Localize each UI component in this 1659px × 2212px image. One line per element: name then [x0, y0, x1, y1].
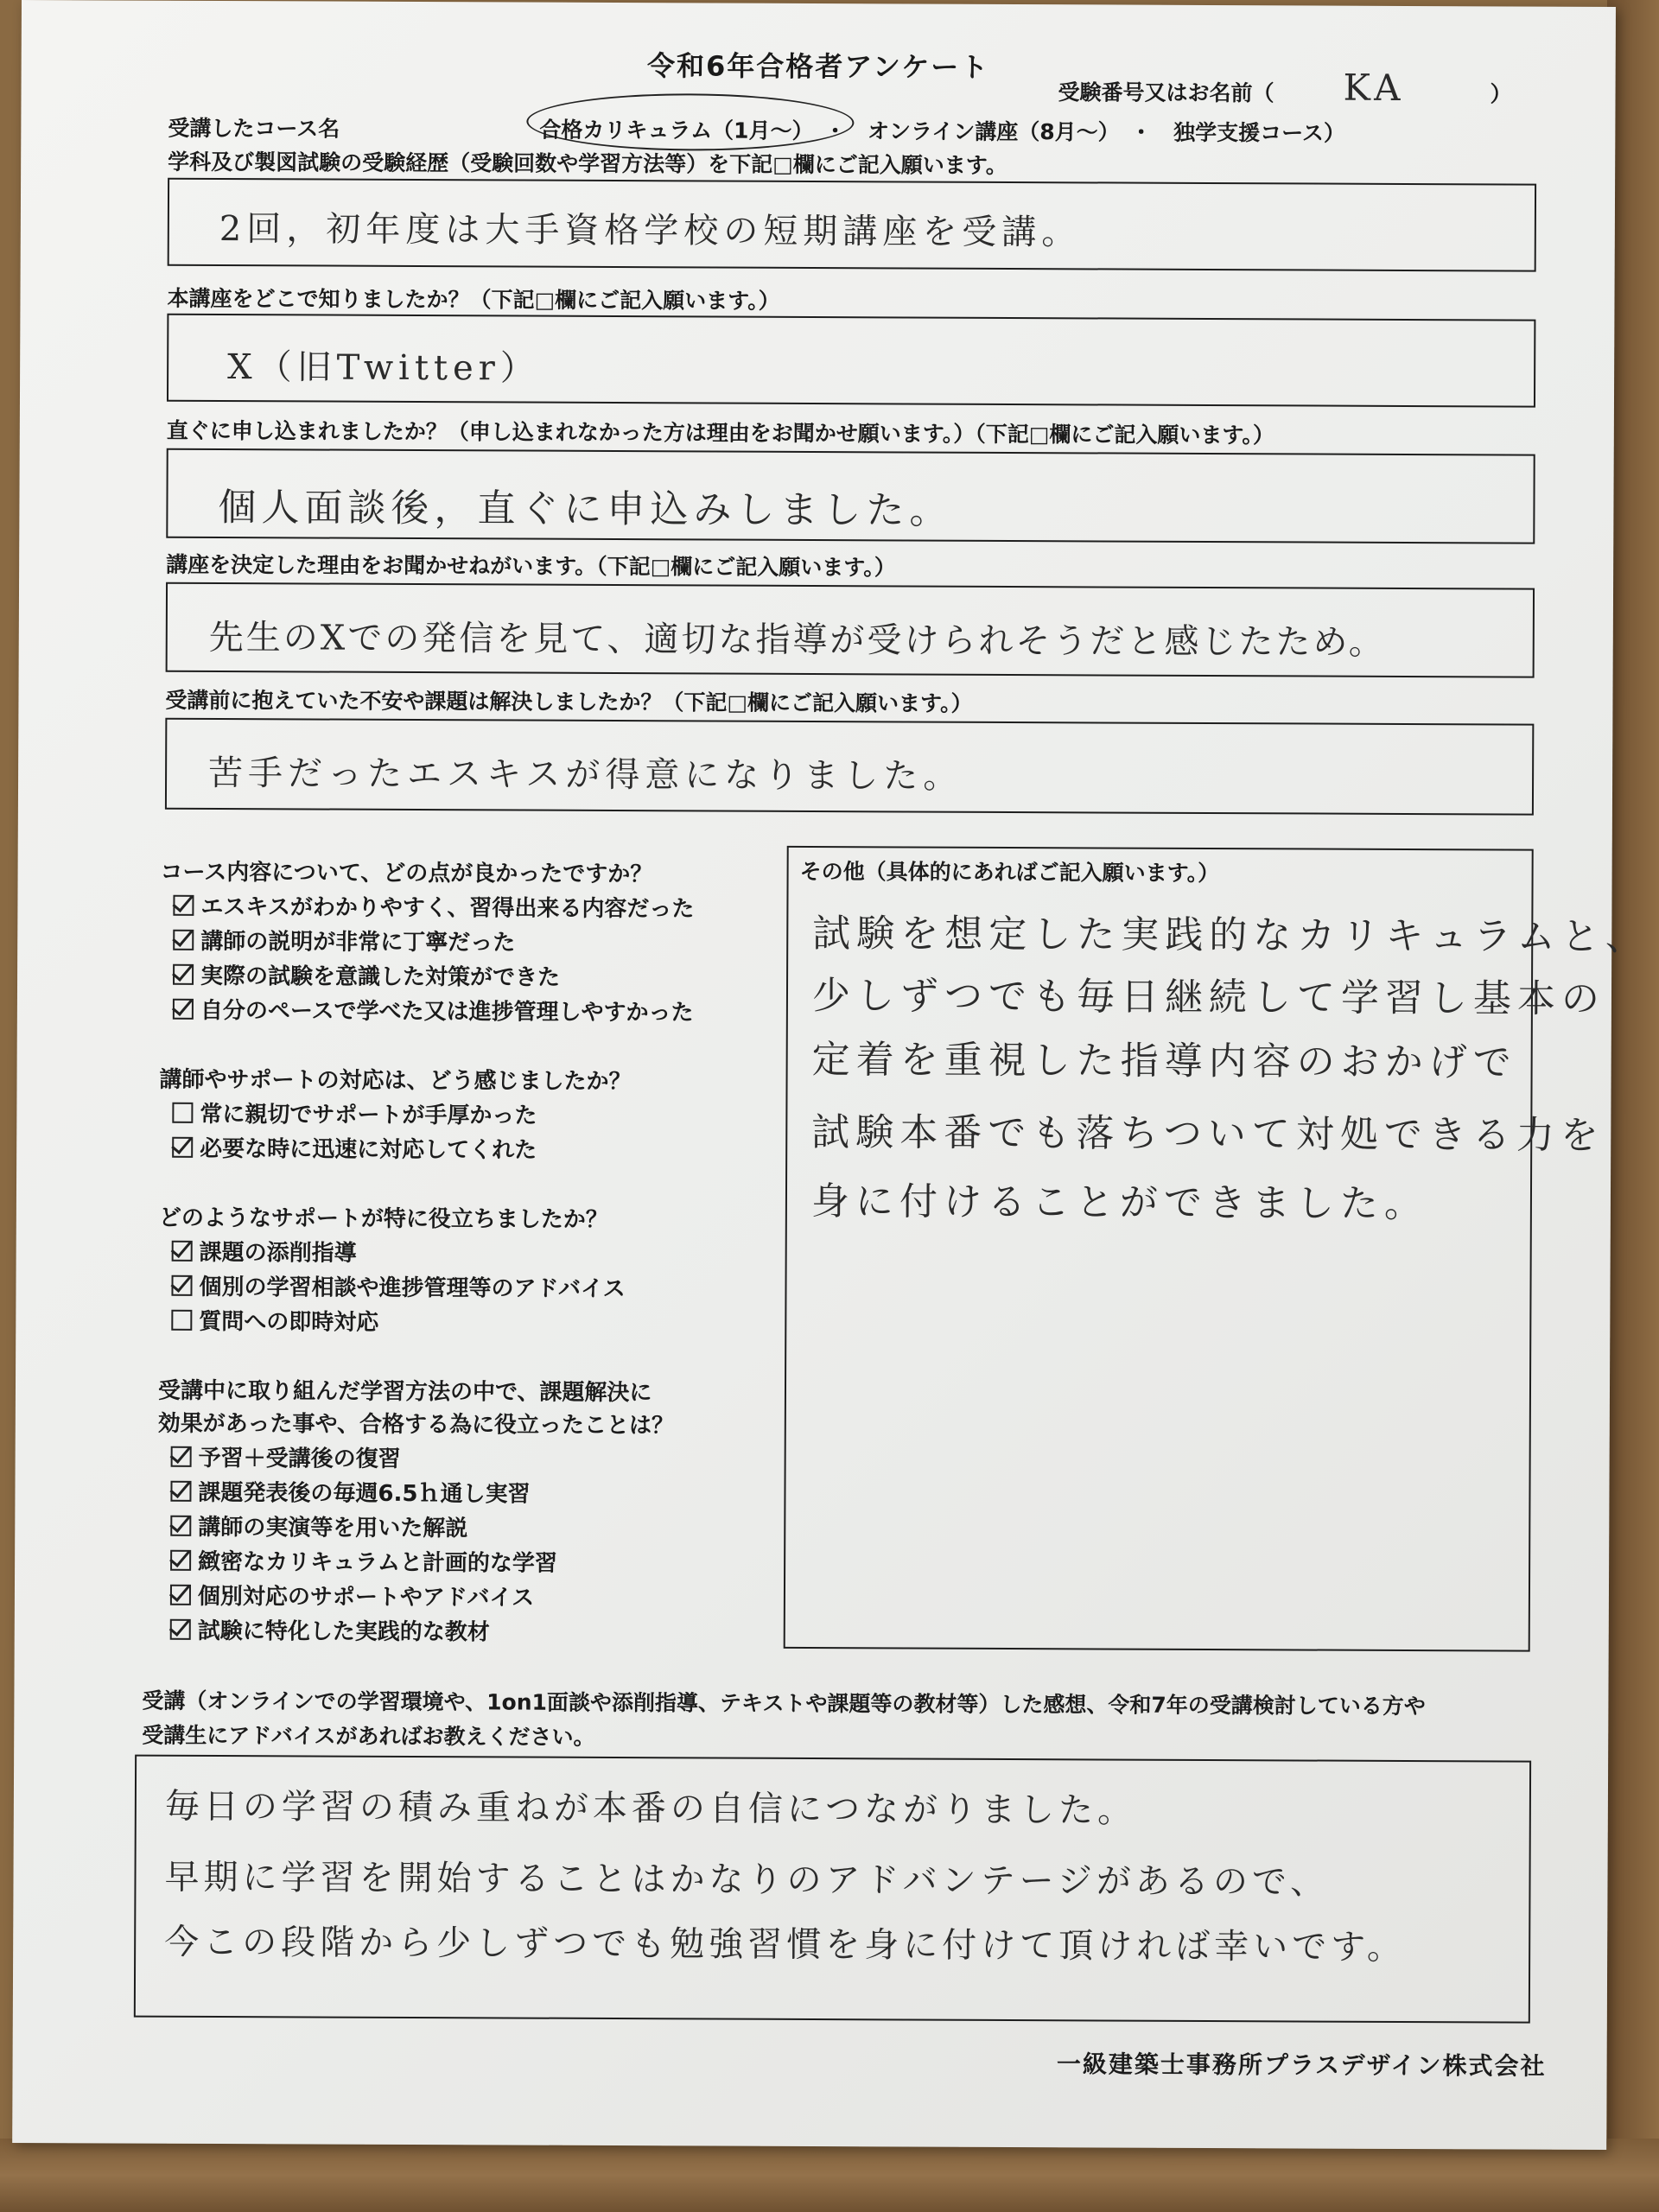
- checkbox-unchecked-icon[interactable]: [172, 1102, 193, 1122]
- checkbox-checked-icon[interactable]: [170, 1515, 191, 1535]
- q2-answer: X（旧Twitter）: [227, 347, 540, 389]
- checkbox-checked-icon[interactable]: [173, 998, 194, 1019]
- checkbox-checked-icon[interactable]: [173, 929, 194, 950]
- checkbox-label: 個別対応のサポートやアドバイス: [197, 1583, 535, 1611]
- name-close-paren: ）: [1490, 81, 1512, 107]
- checkbox-item[interactable]: [171, 1304, 378, 1337]
- checkbox-item[interactable]: [172, 1235, 357, 1268]
- checkbox-checked-icon[interactable]: [170, 1480, 191, 1501]
- checkbox-label: 実際の試験を意識した対策ができた: [200, 963, 561, 991]
- name-value: KA: [1343, 66, 1406, 109]
- q4-label: 講座を決定した理由をお聞かせねがいます。（下記□欄にご記入願います。）: [166, 551, 896, 581]
- other-line: 試験本番でも落ちついて対処できる力を: [811, 1110, 1605, 1159]
- section-support-title: 講師やサポートの対応は、どう感じましたか？: [159, 1066, 632, 1096]
- other-line: 定着を重視した指導内容のおかげで: [811, 1038, 1517, 1085]
- checkbox-label: 常に親切でサポートが手厚かった: [200, 1101, 537, 1129]
- checkbox-item[interactable]: [170, 1475, 530, 1509]
- checkbox-checked-icon[interactable]: [172, 1240, 193, 1261]
- final-label-line2: 受講生にアドバイスがあればお教えください。: [142, 1722, 595, 1750]
- q1-label: 学科及び製図試験の受験経歴（受験回数や学習方法等）を下記□欄にご記入願います。: [168, 149, 1007, 178]
- checkbox-label: 試験に特化した実践的な教材: [197, 1618, 490, 1646]
- checkbox-label: エスキスがわかりやすく、習得出来る内容だった: [200, 893, 695, 923]
- other-title: その他（具体的にあればご記入願います。）: [799, 858, 1220, 887]
- final-line: 今この段階から少しずつでも勉強習慣を身に付けて頂ければ幸いです。: [164, 1922, 1407, 1968]
- wood-table-bottom: [0, 2139, 1659, 2212]
- final-label-line1: 受講（オンラインでの学習環境や、1on1面談や添削指導、テキストや課題等の教材等）した感想、令和7年の受講検討している方や: [142, 1688, 1426, 1719]
- q5-answer: 苦手だったエスキスが得意になりました。: [207, 753, 963, 797]
- checkbox-item[interactable]: [170, 1544, 557, 1578]
- course-label: 受講したコース名: [168, 115, 340, 142]
- checkbox-checked-icon[interactable]: [173, 963, 194, 984]
- name-label: 受験番号又はお名前（: [1058, 79, 1274, 106]
- section-study-method-title: 受講中に取り組んだ学習方法の中で、課題解決に: [157, 1377, 652, 1407]
- checkbox-item[interactable]: [173, 924, 515, 957]
- q1-answer: 2回，初年度は大手資格学校の短期講座を受講。: [219, 209, 1082, 253]
- checkbox-item[interactable]: [170, 1579, 534, 1612]
- checkbox-label: 緻密なカリキュラムと計画的な学習: [198, 1548, 557, 1577]
- other-line: 試験を想定した実践的なカリキュラムと、: [812, 912, 1649, 960]
- checkbox-label: 個別の学習相談や進捗管理等のアドバイス: [199, 1274, 626, 1303]
- checkbox-checked-icon[interactable]: [172, 1136, 193, 1157]
- checkbox-unchecked-icon[interactable]: [171, 1309, 192, 1330]
- course-options: 合格カリキュラム（1月～） ・ オンライン講座（8月～） ・ 独学支援コース）: [539, 117, 1345, 146]
- final-line: 早期に学習を開始することはかなりのアドバンテージがあるので、: [164, 1857, 1330, 1903]
- wood-table-right: [1607, 0, 1659, 2212]
- checkbox-label: 課題発表後の毎週6.5ｈ通し実習: [198, 1479, 531, 1508]
- checkbox-label: 必要な時に迅速に対応してくれた: [200, 1135, 537, 1164]
- checkbox-item[interactable]: [170, 1613, 490, 1647]
- checkbox-checked-icon[interactable]: [173, 894, 194, 915]
- q4-answer: 先生のXでの発信を見て、適切な指導が受けられそうだと感じたため。: [208, 617, 1386, 663]
- other-line: 少しずつでも毎日継続して学習し基本の: [811, 974, 1606, 1022]
- checkbox-label: 自分のペースで学べた又は進捗管理しやすかった: [200, 997, 694, 1027]
- checkbox-item[interactable]: [170, 1510, 467, 1543]
- checkbox-item[interactable]: [173, 993, 694, 1027]
- checkbox-label: 質問への即時対応: [199, 1308, 379, 1336]
- section-study-method-title-line2: 効果があった事や、合格する為に役立ったことは？: [157, 1410, 675, 1440]
- survey-sheet: [12, 0, 1649, 2150]
- q3-answer: 個人面談後，直ぐに申込みしました。: [218, 485, 953, 533]
- q5-label: 受講前に抱えていた不安や課題は解決しましたか？（下記□欄にご記入願います。）: [165, 687, 973, 716]
- checkbox-checked-icon[interactable]: [170, 1549, 191, 1570]
- company-name: 一級建築士事務所プラスデザイン株式会社: [1056, 2050, 1547, 2081]
- final-line: 毎日の学習の積み重ねが本番の自信につながりました。: [164, 1786, 1137, 1831]
- checkbox-item[interactable]: [173, 889, 694, 924]
- checkbox-label: 予習＋受講後の復習: [198, 1445, 401, 1472]
- checkbox-item[interactable]: [172, 1131, 537, 1165]
- checkbox-item[interactable]: [171, 1440, 401, 1473]
- checkbox-label: 課題の添削指導: [199, 1239, 357, 1267]
- checkbox-checked-icon[interactable]: [171, 1446, 192, 1466]
- section-course-content-title: コース内容について、どの点が良かったですか？: [160, 859, 653, 888]
- q2-label: 本講座をどこで知りましたか？（下記□欄にご記入願います。）: [167, 285, 780, 314]
- checkbox-item[interactable]: [171, 1269, 625, 1303]
- section-helpful-support-title: どのようなサポートが特に役立ちましたか？: [158, 1205, 608, 1233]
- q3-label: 直ぐに申し込まれましたか？（申し込まれなかった方は理由をお聞かせ願います。）（下記□欄にご記入願います。）: [166, 417, 1275, 448]
- checkbox-checked-icon[interactable]: [171, 1274, 192, 1295]
- survey-title: 令和6年合格者アンケート: [646, 49, 990, 84]
- checkbox-label: 講師の説明が非常に丁寧だった: [200, 928, 516, 957]
- other-line: 身に付けることができました。: [810, 1179, 1429, 1227]
- checkbox-checked-icon[interactable]: [170, 1584, 191, 1605]
- checkbox-label: 講師の実演等を用いた解説: [198, 1514, 468, 1542]
- checkbox-item[interactable]: [172, 1096, 537, 1130]
- checkbox-checked-icon[interactable]: [170, 1618, 191, 1639]
- checkbox-item[interactable]: [173, 958, 560, 992]
